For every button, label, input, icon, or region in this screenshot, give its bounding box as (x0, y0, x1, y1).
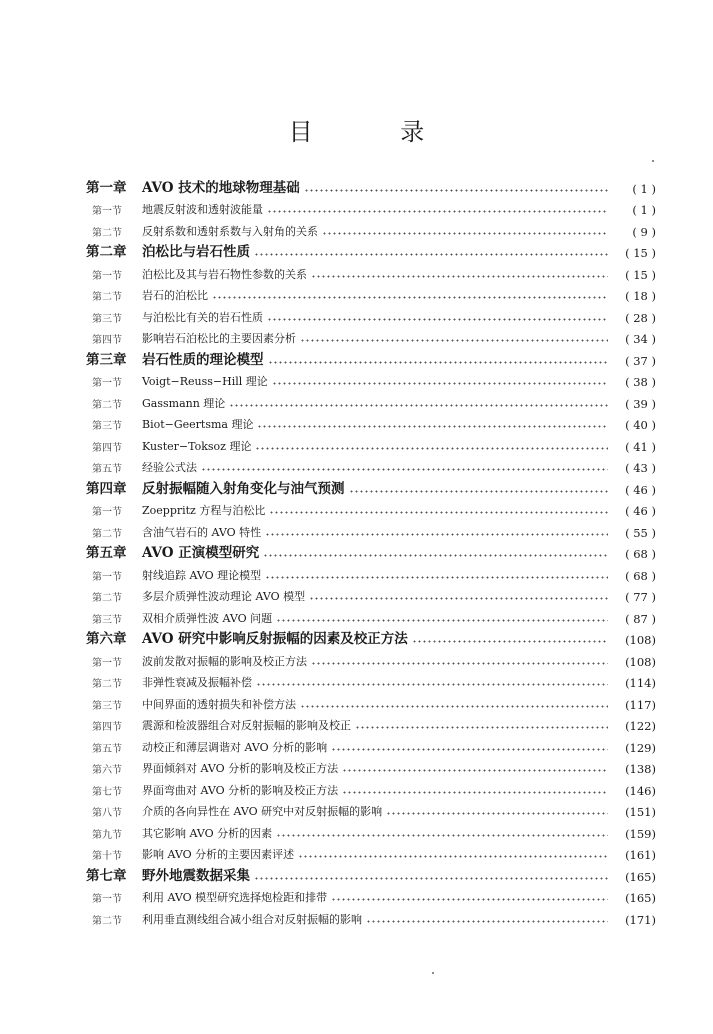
toc-entry-title: 泊松比与岩石性质 (142, 244, 250, 260)
dot-leader (342, 791, 608, 794)
toc-entry-number: 第一节 (92, 507, 122, 518)
toc-entry-number: 第二节 (92, 528, 122, 540)
dot-leader (268, 361, 609, 364)
toc-entry-title: 非弹性衰减及振幅补偿 (142, 676, 252, 689)
toc-section-row[interactable] (86, 303, 656, 325)
toc-entry-number: 第三节 (92, 614, 122, 626)
dot-leader (311, 662, 608, 665)
dot-leader (322, 232, 608, 235)
toc-entry-title: 动校正和薄层调谐对 AVO 分析的影响 (142, 740, 328, 754)
toc-page-number: ( 15 ) (625, 267, 656, 282)
toc-section-row[interactable] (86, 884, 656, 906)
toc-page-number: ( 37 ) (625, 353, 656, 368)
dot-leader (366, 920, 608, 923)
toc-section-row[interactable] (86, 497, 656, 519)
toc-section-row[interactable] (86, 432, 656, 454)
toc-page-number: (108) (625, 633, 656, 647)
toc-entry-title: Gassmann 理论 (142, 396, 226, 410)
dot-leader (265, 533, 608, 536)
toc-entry-title: 介质的各向异性在 AVO 研究中对反射振幅的影响 (142, 805, 383, 818)
toc-entry-title: AVO 技术的地球物理基础 (142, 179, 300, 196)
toc-entry-title: Kuster−Toksoz 理论 (142, 439, 252, 453)
toc-page-number: ( 1 ) (632, 181, 656, 196)
toc-entry-title: 地震反射波和透射波能量 (142, 203, 263, 216)
toc-entry-title: 震源和检波器组合对反射振幅的影响及校正 (142, 719, 351, 732)
dot-leader (355, 726, 608, 729)
toc-page-number: ( 46 ) (625, 504, 656, 518)
toc-page-number: (122) (625, 719, 656, 733)
toc-entry-number: 第一节 (92, 378, 122, 389)
dot-leader (257, 425, 608, 428)
toc-page-number: (151) (625, 805, 656, 819)
toc-entry-number: 第一节 (92, 657, 122, 669)
toc-page-number: ( 68 ) (625, 547, 656, 561)
toc-entry-number: 第四章 (86, 480, 127, 497)
toc-section-row[interactable] (86, 260, 656, 282)
toc-page-number: ( 15 ) (625, 246, 656, 260)
toc-chapter-row[interactable] (86, 626, 656, 648)
toc-entry-title: 多层介质弹性波动理论 AVO 模型 (142, 590, 306, 603)
toc-entry-number: 第四节 (92, 335, 122, 346)
toc-entry-title: 其它影响 AVO 分析的因素 (142, 826, 273, 840)
toc-entry-title: 界面倾斜对 AVO 分析的影响及校正方法 (142, 762, 339, 775)
dot-leader (212, 296, 608, 299)
toc-entry-number: 第三节 (92, 700, 122, 712)
dot-leader (298, 855, 608, 858)
dot-leader (304, 189, 608, 192)
toc-page-number: (165) (625, 869, 656, 884)
toc-section-row[interactable] (86, 647, 656, 669)
toc-entry-number: 第五节 (92, 743, 122, 755)
scan-speck (432, 972, 434, 974)
toc-section-row[interactable] (86, 325, 656, 347)
toc-entry-number: 第二节 (92, 915, 122, 927)
toc-entry-number: 第二节 (92, 399, 122, 411)
dot-leader (386, 812, 608, 815)
toc-page-number: ( 34 ) (625, 332, 656, 346)
toc-section-row[interactable] (86, 798, 656, 820)
toc-entry-title: 岩石性质的理论模型 (142, 351, 264, 368)
dot-leader (201, 468, 608, 471)
dot-leader (331, 748, 608, 751)
toc-section-row[interactable] (86, 583, 656, 605)
toc-section-row[interactable] (86, 712, 656, 734)
toc-entry-number: 第三章 (86, 351, 127, 368)
toc-entry-title: 与泊松比有关的岩石性质 (142, 310, 263, 324)
toc-section-row[interactable] (86, 776, 656, 798)
toc-entry-number: 第八节 (92, 808, 122, 819)
toc-section-row[interactable] (86, 196, 656, 218)
toc-page-number: ( 18 ) (625, 289, 656, 303)
toc-entry-number: 第七节 (92, 786, 122, 798)
toc-entry-number: 第十节 (92, 851, 122, 862)
dot-leader (265, 576, 608, 579)
toc-section-row[interactable] (86, 819, 656, 841)
toc-page-number: ( 55 ) (625, 525, 656, 540)
dot-leader (269, 511, 608, 514)
toc-entry-title: 反射系数和透射系数与入射角的关系 (142, 224, 318, 238)
dot-leader (331, 898, 608, 901)
toc-entry-number: 第四节 (92, 722, 122, 733)
toc-page-number: ( 1 ) (632, 203, 656, 217)
toc-page-number: (117) (625, 697, 656, 712)
toc-entry-title: 野外地震数据采集 (142, 867, 250, 884)
toc-entry-title: 利用垂直测线组合减小组合对反射振幅的影响 (142, 912, 362, 926)
page-title: 目 录 (288, 118, 465, 146)
dot-leader (255, 447, 608, 450)
toc-entry-number: 第六章 (86, 631, 127, 647)
toc-page-number: ( 43 ) (625, 461, 656, 475)
toc-page-number: (159) (625, 826, 656, 841)
toc-page-number: ( 9 ) (632, 224, 656, 239)
toc-section-row[interactable] (86, 604, 656, 626)
toc-entry-number: 第一节 (92, 894, 122, 905)
toc-entry-number: 第一节 (92, 571, 122, 583)
toc-entry-number: 第三节 (92, 421, 122, 432)
toc-entry-number: 第二节 (92, 292, 122, 303)
dot-leader (267, 318, 608, 321)
toc-section-row[interactable] (86, 368, 656, 390)
toc-entry-title: AVO 正演模型研究 (142, 545, 260, 561)
dot-leader (349, 490, 609, 493)
toc-entry-number: 第二章 (86, 244, 127, 260)
toc-entry-number: 第二节 (92, 227, 122, 239)
dot-leader (267, 210, 608, 213)
toc-section-row[interactable] (86, 669, 656, 691)
dot-leader (272, 382, 608, 385)
toc-page-number: ( 41 ) (625, 439, 656, 454)
toc-page-number: (114) (625, 676, 656, 690)
toc-entry-title: 反射振幅随入射角变化与油气预测 (142, 480, 345, 497)
dot-leader (300, 339, 608, 342)
toc-page-number: ( 87 ) (625, 611, 656, 626)
dot-leader (309, 597, 608, 600)
toc-chapter-row[interactable] (86, 862, 656, 884)
toc-chapter-row[interactable] (86, 346, 656, 368)
toc-page-number: ( 46 ) (625, 482, 656, 497)
toc-entry-title: 影响 AVO 分析的主要因素评述 (142, 848, 295, 861)
toc-entry-number: 第九节 (92, 829, 122, 841)
toc-entry-number: 第三节 (92, 313, 122, 325)
toc-entry-title: 影响岩石泊松比的主要因素分析 (142, 332, 296, 345)
toc-page-number: (146) (625, 783, 656, 798)
toc-section-row[interactable] (86, 518, 656, 540)
toc-entry-title: Voigt−Reuss−Hill 理论 (142, 375, 268, 388)
toc-section-row[interactable] (86, 282, 656, 304)
toc-page-number: (108) (625, 654, 656, 669)
toc-page-number: (138) (625, 762, 656, 776)
toc-entry-number: 第六节 (92, 765, 122, 776)
dot-leader (412, 640, 608, 643)
toc-entry-number: 第一节 (92, 206, 122, 217)
toc-section-row[interactable] (86, 841, 656, 863)
dot-leader (311, 275, 608, 278)
toc-entry-title: 波前发散对振幅的影响及校正方法 (142, 654, 307, 668)
toc-section-row[interactable] (86, 411, 656, 433)
dot-leader (263, 554, 608, 557)
toc-page-number: ( 38 ) (625, 375, 656, 389)
toc-section-row[interactable] (86, 733, 656, 755)
toc-page-number: ( 39 ) (625, 396, 656, 411)
dot-leader (300, 705, 608, 708)
toc-entry-number: 第一章 (86, 179, 127, 196)
toc-section-row[interactable] (86, 454, 656, 476)
toc-entry-title: Biot−Geertsma 理论 (142, 418, 254, 431)
toc-entry-number: 第二节 (92, 593, 122, 604)
table-of-contents (86, 174, 656, 927)
toc-entry-title: 界面弯曲对 AVO 分析的影响及校正方法 (142, 783, 339, 797)
toc-entry-title: AVO 研究中影响反射振幅的因素及校正方法 (142, 631, 408, 647)
toc-page-number: (161) (625, 848, 656, 862)
toc-entry-number: 第五章 (86, 545, 127, 561)
toc-page-number: ( 77 ) (625, 590, 656, 604)
toc-page-number: (165) (625, 891, 656, 905)
toc-entry-title: 中间界面的透射损失和补偿方法 (142, 697, 296, 711)
toc-page-number: ( 28 ) (625, 310, 656, 325)
toc-entry-title: 射线追踪 AVO 理论模型 (142, 568, 262, 582)
toc-entry-number: 第五节 (92, 464, 122, 475)
toc-section-row[interactable] (86, 690, 656, 712)
toc-page-number: (129) (625, 740, 656, 755)
toc-page-number: (171) (625, 912, 656, 927)
toc-page-number: ( 40 ) (625, 418, 656, 432)
toc-entry-title: 经验公式法 (142, 461, 197, 474)
toc-entry-number: 第七章 (86, 867, 127, 884)
toc-entry-number: 第四节 (92, 442, 122, 454)
toc-page-number: ( 68 ) (625, 568, 656, 583)
toc-chapter-row[interactable] (86, 174, 656, 196)
dot-leader (276, 834, 608, 837)
toc-entry-title: Zoeppritz 方程与泊松比 (142, 504, 266, 517)
toc-entry-title: 双相介质弹性波 AVO 问题 (142, 611, 273, 625)
toc-chapter-row[interactable] (86, 540, 656, 562)
toc-section-row[interactable] (86, 755, 656, 777)
scan-speck (652, 160, 654, 162)
toc-entry-title: 泊松比及其与岩石物性参数的关系 (142, 267, 307, 281)
dot-leader (276, 619, 608, 622)
toc-section-row[interactable] (86, 905, 656, 927)
toc-section-row[interactable] (86, 389, 656, 411)
dot-leader (229, 404, 608, 407)
dot-leader (254, 253, 608, 256)
dot-leader (342, 769, 608, 772)
toc-entry-title: 利用 AVO 模型研究选择炮检距和排带 (142, 891, 328, 904)
toc-entry-title: 含油气岩石的 AVO 特性 (142, 525, 262, 539)
dot-leader (256, 683, 608, 686)
toc-entry-title: 岩石的泊松比 (142, 289, 208, 302)
dot-leader (254, 877, 608, 880)
toc-section-row[interactable] (86, 561, 656, 583)
toc-section-row[interactable] (86, 217, 656, 239)
toc-entry-number: 第一节 (92, 270, 122, 282)
toc-entry-number: 第二节 (92, 679, 122, 690)
toc-chapter-row[interactable] (86, 475, 656, 497)
toc-chapter-row[interactable] (86, 239, 656, 261)
